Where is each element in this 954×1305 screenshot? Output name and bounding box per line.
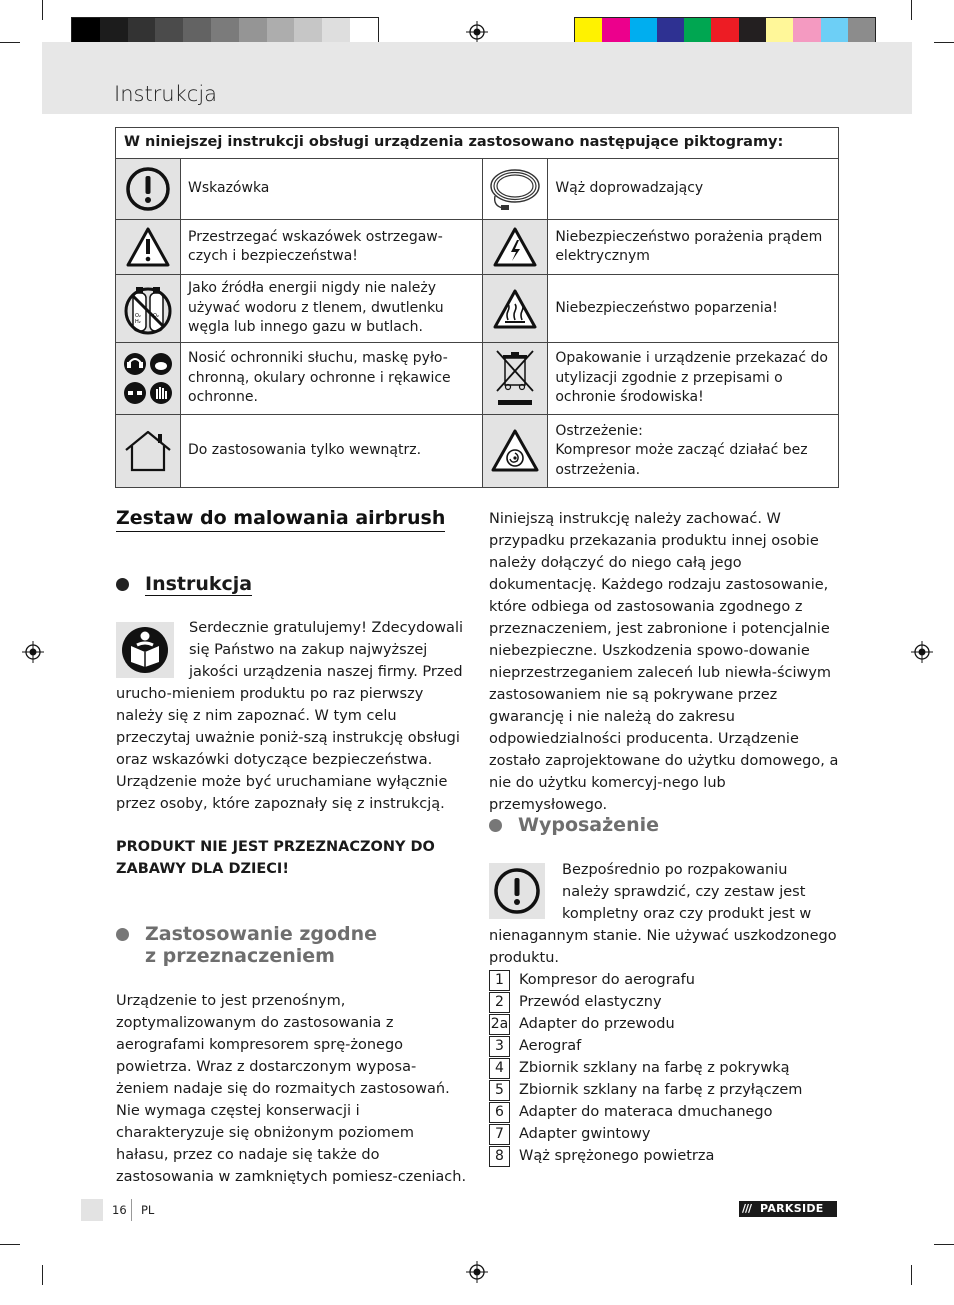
keep-manual-text: Niniejszą instrukcję należy zachować. W przypadku przekazania produktu innej osobie należy dołączyć do niego całą jego dokumentację. Każdego rodzaju zastosowanie, które odbiega od zastosowania zgodnego z przeznaczeniem, jest zabronione i potencjalnie niebezpieczne. Uszkodzenia spowo-dowanie nieprzestrzeganiem zaleceń lub niewła-ściwym zastosowaniem nie są pokrywane przez gwarancję i nie należą do zakresu odpowiedzialności producenta. Urządzenie zostało zaprojektowane do użytku domowego, a nie do użytku komercyj-nego lub przemysłowego.: [489, 511, 839, 813]
svg-text:O₂: O₂: [135, 312, 141, 319]
warning-triangle-icon: [116, 220, 181, 275]
parkside-logo: /// PARKSIDE: [739, 1201, 837, 1217]
page-number: 16: [112, 1203, 127, 1217]
part-number: 5: [489, 1080, 510, 1101]
pictogram-label: Opakowanie i urządzenie przekazać do utylizacji zgodnie z przepisami o ochronie środowiska!: [548, 343, 839, 415]
list-item: [489, 1079, 802, 1101]
pictogram-table: [115, 127, 839, 488]
gas-bottle-prohibited-icon: [116, 275, 181, 343]
bullet-icon: [116, 928, 129, 941]
registration-mark-icon: [466, 1261, 488, 1283]
protective-gear-icon: [116, 343, 181, 415]
section-heading-instrukcja: Instrukcja: [116, 573, 252, 596]
crop-mark: [42, 0, 43, 20]
svg-text:O₂: O₂: [153, 312, 159, 319]
list-item: [489, 1057, 802, 1079]
crop-mark: [934, 42, 954, 43]
crop-mark: [934, 1244, 954, 1245]
part-number: 3: [489, 1036, 510, 1057]
part-label: Zbiornik szklany na farbę z pokrywką: [519, 1060, 790, 1076]
registration-mark-icon: [22, 641, 44, 663]
equipment-text: Bezpośrednio po rozpakowaniu należy sprawdzić, czy zestaw jest kompletny oraz czy produkt jest w nienagannym stanie. Nie używać uszkodzonego produktu.: [489, 862, 837, 966]
coiled-hose-icon: [483, 159, 548, 220]
registration-mark-icon: [911, 641, 933, 663]
electric-shock-icon: [483, 220, 548, 275]
part-label: Kompresor do aerografu: [519, 972, 695, 988]
svg-text:H₂: H₂: [135, 318, 141, 325]
part-number: 6: [489, 1102, 510, 1123]
list-item: [489, 1123, 802, 1145]
pictogram-table-header: W niniejszej instrukcji obsługi urządzenia zastosowano następujące piktogramy:: [116, 128, 839, 159]
children-warning: PRODUKT NIE JEST PRZEZNACZONY DO ZABAWY DLA DZIECI!: [116, 839, 435, 877]
pictogram-label: Jako źródła energii nigdy nie należy używać wodoru z tlenem, dwutlenku węgla lub innego gazu w butlach.: [181, 275, 483, 343]
crop-mark: [0, 42, 20, 43]
page-header: [42, 42, 912, 114]
part-label: Adapter do materaca dmuchanego: [519, 1104, 773, 1120]
instruction-text: Serdecznie gratulujemy! Zdecydowali się Państwo na zakup najwyższej jakości urządzenia naszej firmy. Przed urucho-mieniem produktu po raz pierwszy należy się z nim zapoznać. W tym celu przeczytaj uważnie poniż-szą instrukcję obsługi oraz wskazówki dotyczące bezpieczeństwa. Urządzenie może być uruchamiane wyłącznie przez osoby, które zapoznały się z instrukcją.: [116, 620, 463, 812]
list-item: [489, 991, 802, 1013]
bullet-icon: [489, 819, 502, 832]
part-label: Aerograf: [519, 1038, 582, 1054]
exclamation-icon: [116, 159, 181, 220]
crop-mark: [911, 1265, 912, 1285]
part-label: Przewód elastyczny: [519, 994, 662, 1010]
page-title: Instrukcja: [114, 82, 218, 106]
auto-start-icon: [483, 415, 548, 488]
pictogram-label: Nosić ochronniki słuchu, maskę pyło-chronną, okulary ochronne i rękawice ochronne.: [181, 343, 483, 415]
part-label: Adapter do przewodu: [519, 1016, 675, 1032]
part-label: Wąż sprężonego powietrza: [519, 1148, 715, 1164]
pictogram-label: Przestrzegać wskazówek ostrzegaw-czych i bezpieczeństwa!: [181, 220, 483, 275]
part-number: 8: [489, 1146, 510, 1167]
crossed-bin-icon: [483, 343, 548, 415]
logo-stripes-icon: ///: [742, 1202, 752, 1215]
pictogram-label: Ostrzeżenie: Kompresor może zacząć działać bez ostrzeżenia.: [548, 415, 839, 488]
part-label: Zbiornik szklany na farbę z przyłączem: [519, 1082, 803, 1098]
part-number: 1: [489, 970, 510, 991]
pictogram-label: Niebezpieczeństwo poparzenia!: [548, 275, 839, 343]
language-code: PL: [141, 1203, 155, 1217]
list-item: [489, 1101, 802, 1123]
divider: [131, 1199, 132, 1221]
part-label: Adapter gwintowy: [519, 1126, 651, 1142]
house-icon: [116, 415, 181, 488]
pictogram-label: Wąż doprowadzający: [548, 159, 839, 220]
intended-use-text: Urządzenie to jest przenośnym, zoptymalizowanym do zastosowania z aerografami kompresorem sprę-żonego powietrza. Wraz z dostarczonym wyposa-żeniem nadaje się do rozmaitych zastosowań. Nie wymaga częstej konserwacji i charakteryzuje się obniżonym poziomem hałasu, przez co nadaje się także do zastosowania w zamkniętych pomiesz-czeniach.: [116, 993, 467, 1185]
parts-list: [489, 969, 802, 1167]
bullet-icon: [116, 578, 129, 591]
list-item: [489, 969, 802, 991]
pictogram-label: Wskazówka: [181, 159, 483, 220]
list-item: [489, 1145, 802, 1167]
section-heading-intended-use: Zastosowanie zgodne z przeznaczeniem: [116, 923, 377, 967]
pictogram-label: Niebezpieczeństwo porażenia prądem elektrycznym: [548, 220, 839, 275]
list-item: [489, 1013, 802, 1035]
crop-mark: [42, 1265, 43, 1285]
crop-mark: [0, 1244, 20, 1245]
main-title: Zestaw do malowania airbrush: [116, 507, 445, 529]
list-item: [489, 1035, 802, 1057]
section-heading-equipment: Wyposażenie: [489, 814, 659, 836]
part-number: 4: [489, 1058, 510, 1079]
pictogram-label: Do zastosowania tylko wewnątrz.: [181, 415, 483, 488]
footer-tab: [81, 1199, 103, 1221]
part-number: 7: [489, 1124, 510, 1145]
part-number: 2: [489, 992, 510, 1013]
hot-surface-icon: [483, 275, 548, 343]
part-number: 2a: [489, 1014, 510, 1035]
registration-mark-icon: [466, 21, 488, 43]
crop-mark: [911, 0, 912, 20]
